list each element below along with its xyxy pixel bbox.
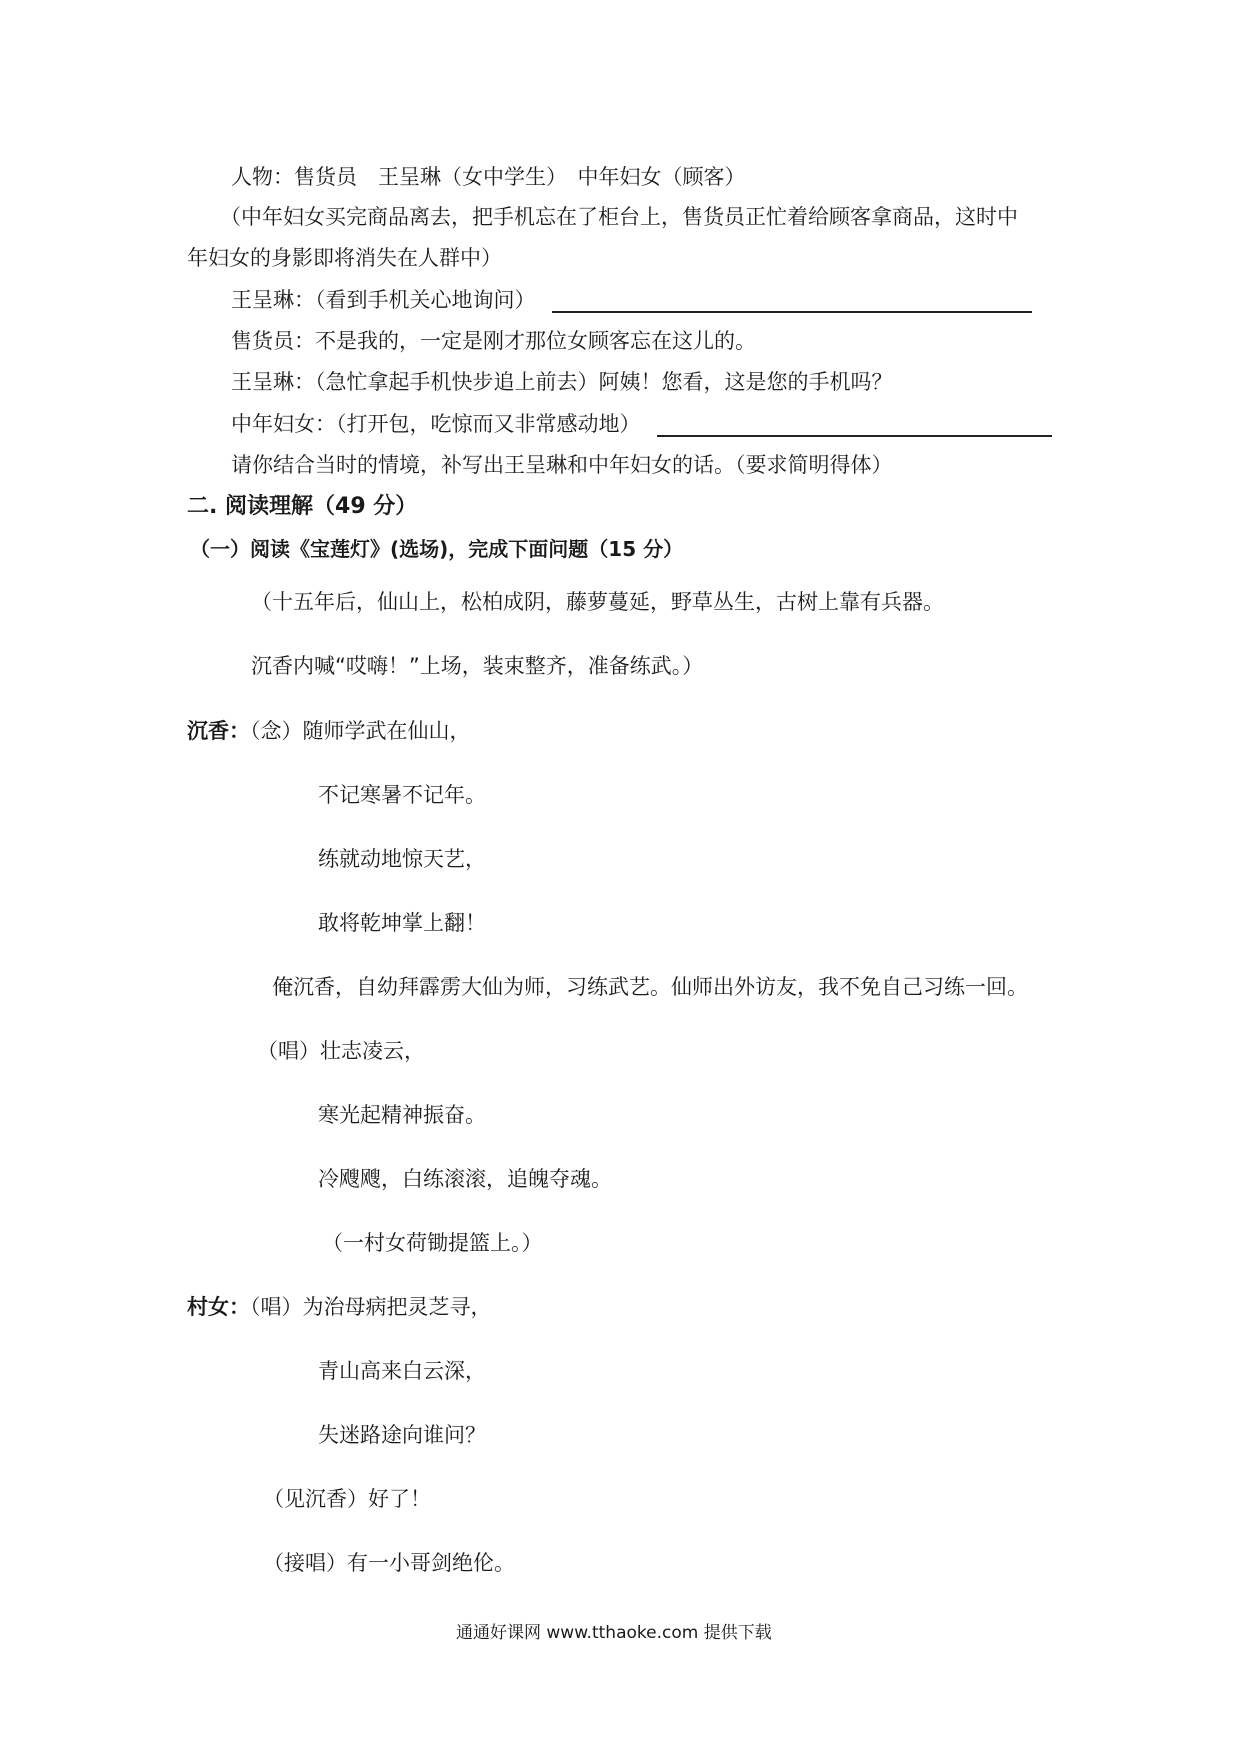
chenxiang-verse-1-text: （念）随师学武在仙山， (250, 719, 471, 743)
scene-description-line-1: （中年妇女买完商品离去，把手机忘在了柜台上，售货员正忙着给顾客拿商品，这时中 (220, 205, 1018, 229)
passage-heading: （一）阅读《宝莲灯》(选场)，完成下面问题（15 分） (190, 537, 684, 561)
chenxiang-prose: 俺沉香，自幼拜霹雳大仙为师，习练武艺。仙师出外访友，我不免自己习练一回。 (272, 975, 1028, 999)
section-heading: 二. 阅读理解（49 分） (187, 494, 418, 519)
cunnv-verse-4: （见沉香）好了！ (263, 1487, 431, 1511)
stage-direction-3: （一村女荷锄提篮上。） (322, 1231, 543, 1255)
woman-line-text: 中年妇女：（打开包，吃惊而又非常感动地） (231, 412, 641, 436)
cunnv-verse-1 (187, 1294, 492, 1320)
stage-direction-2: 沉香内喊“哎嗨！”上场，装束整齐，准备练武。） (251, 654, 704, 678)
chenxiang-song-3: 冷飕飕，白练滚滚，追魄夺魂。 (318, 1167, 612, 1191)
wang-line-1 (231, 287, 1032, 313)
chenxiang-song-1: （唱）壮志凌云， (257, 1039, 425, 1063)
chenxiang-verse-4: 敢将乾坤掌上翻！ (318, 911, 486, 935)
chenxiang-verse-1 (187, 718, 471, 744)
clerk-line: 售货员：不是我的，一定是刚才那位女顾客忘在这儿的。 (231, 329, 756, 353)
wang-line-2: 王呈琳：（急忙拿起手机快步追上前去）阿姨！您看，这是您的手机吗？ (231, 370, 893, 394)
cunnv-verse-1-text: （唱）为治母病把灵芝寻， (250, 1295, 492, 1319)
woman-line (231, 411, 1052, 437)
speaker-chenxiang: 沉香： (187, 719, 250, 743)
stage-direction-1: （十五年后，仙山上，松柏成阴，藤萝蔓延，野草丛生，古树上靠有兵器。 (251, 590, 944, 614)
chenxiang-song-2: 寒光起精神振奋。 (318, 1103, 486, 1127)
answer-blank-wang[interactable] (552, 289, 1032, 313)
chenxiang-verse-3: 练就动地惊天艺， (318, 847, 486, 871)
page-footer: 通通好课网 www.tthaoke.com 提供下载 (456, 1623, 772, 1643)
instruction-line: 请你结合当时的情境，补写出王呈琳和中年妇女的话。（要求简明得体） (231, 453, 893, 477)
scene-description-line-2: 年妇女的身影即将消失在人群中） (187, 246, 502, 270)
speaker-cunnv: 村女： (187, 1295, 250, 1319)
answer-blank-woman[interactable] (657, 413, 1052, 437)
cunnv-verse-5: （接唱）有一小哥剑绝伦。 (263, 1551, 515, 1575)
wang-line-1-text: 王呈琳：（看到手机关心地询问） (231, 288, 536, 312)
cunnv-verse-2: 青山高来白云深， (318, 1359, 486, 1383)
characters-line: 人物：售货员 王呈琳（女中学生） 中年妇女（顾客） (231, 165, 746, 189)
cunnv-verse-3: 失迷路途向谁问？ (318, 1423, 486, 1447)
chenxiang-verse-2: 不记寒暑不记年。 (318, 783, 486, 807)
